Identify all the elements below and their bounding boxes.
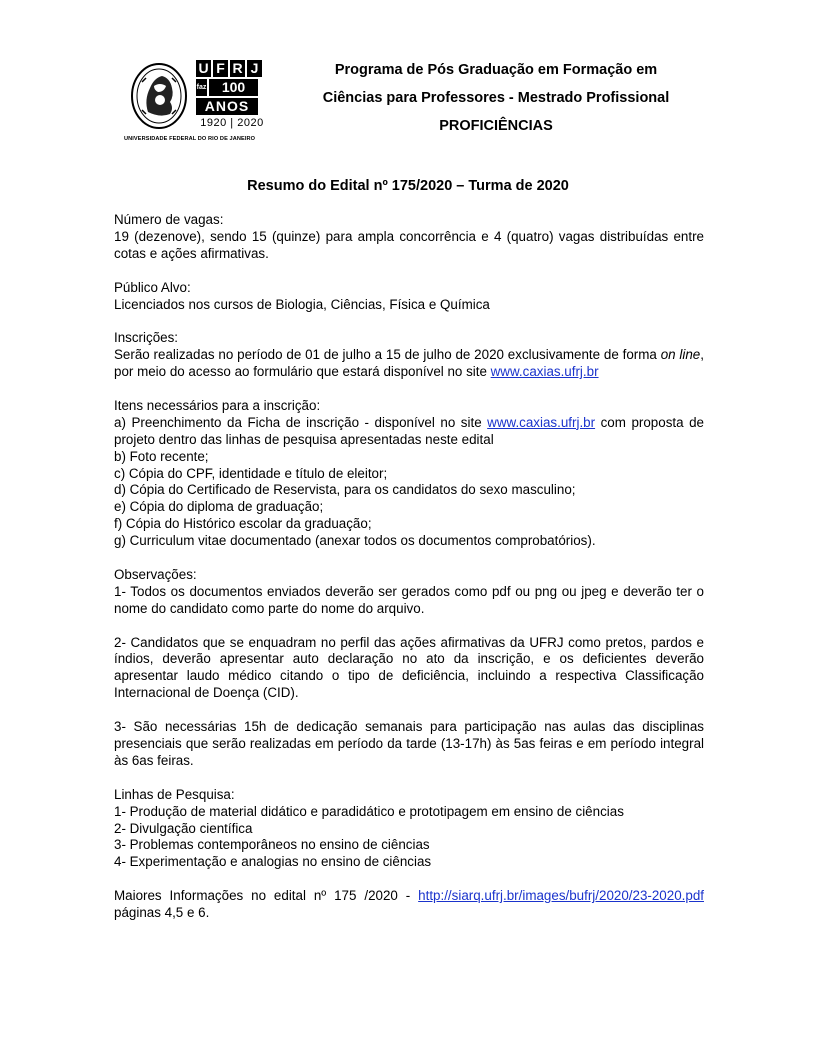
maiores-after: páginas 4,5 e 6. — [114, 905, 210, 921]
observacao-1: 1- Todos os documentos enviados deverão ser gerados como pdf ou png ou jpeg e deverão ter o nome do candidato como parte do nome do arquivo. — [114, 583, 704, 616]
itens-a-before: a) Preenchimento da Ficha de inscrição - disponível no site — [114, 414, 488, 430]
caxias-link[interactable]: www.caxias.ufrj.br — [490, 364, 599, 380]
itens-list-item: f) Cópia do Histórico escolar da graduação; — [114, 516, 372, 532]
vagas-text: 19 (dezenove), sendo 15 (quinze) para ampla concorrência e 4 (quatro) vagas distribuídas entre cotas e ações afirmativas. — [114, 228, 704, 261]
logo-letter: R — [230, 60, 245, 77]
itens-list-item: e) Cópia do diploma de graduação; — [114, 499, 324, 515]
inscricoes-heading: Inscrições: — [114, 330, 178, 346]
title-line-3: PROFICIÊNCIAS — [439, 118, 553, 134]
itens-a-after: com proposta de projeto dentro das linhas de pesquisa apresentadas neste edital — [114, 414, 704, 447]
maiores-informacoes — [114, 888, 704, 922]
itens-list-item: g) Curriculum vitae documentado (anexar todos os documentos comprobatórios). — [114, 533, 596, 549]
itens-a — [114, 415, 704, 449]
logo-letter: F — [213, 60, 228, 77]
resumo-title: Resumo do Edital nº 175/2020 – Turma de 2020 — [247, 178, 569, 194]
logo-anos: ANOS — [196, 98, 258, 115]
itens-list-item: c) Cópia do CPF, identidade e título de eleitor; — [114, 465, 388, 481]
logo-university-name: UNIVERSIDADE FEDERAL DO RIO DE JANEIRO — [124, 136, 256, 142]
logo-faz: faz — [196, 79, 207, 96]
title-line-2: Ciências para Professores - Mestrado Profissional — [322, 90, 670, 106]
logo-years: 1920 | 2020 — [200, 117, 264, 129]
linhas-list-item: 1- Produção de material didático e paradidático e prototipagem em ensino de ciências — [114, 803, 624, 819]
itens-heading: Itens necessários para a inscrição: — [114, 397, 321, 413]
program-title — [296, 56, 696, 140]
publico-heading: Público Alvo: — [114, 279, 191, 295]
linhas-heading: Linhas de Pesquisa: — [114, 786, 235, 802]
inscricoes-text-after: , por meio do acesso ao formulário que estará disponível no site — [114, 347, 704, 380]
inscricoes-text — [114, 347, 704, 381]
maiores-before: Maiores Informações no edital nº 175 /2020 - — [114, 888, 419, 904]
itens-list-item: b) Foto recente; — [114, 448, 209, 464]
observacoes-heading: Observações: — [114, 566, 197, 582]
linhas-list-item: 3- Problemas contemporâneos no ensino de ciências — [114, 837, 430, 853]
edital-pdf-link[interactable]: http://siarq.ufrj.br/images/bufrj/2020/23-2020.pdf — [418, 888, 704, 904]
linhas-list-item: 4- Experimentação e analogias no ensino de ciências — [114, 854, 432, 870]
publico-text: Licenciados nos cursos de Biologia, Ciências, Física e Química — [114, 296, 490, 312]
itens-list-item: d) Cópia do Certificado de Reservista, para os candidatos do sexo masculino; — [114, 482, 576, 498]
logo-100: 100 — [209, 79, 258, 96]
inscricoes-text-italic: on line — [660, 347, 701, 363]
ufrj-logo — [124, 60, 284, 148]
logo-letter: U — [196, 60, 211, 77]
ufrj-seal-icon — [130, 62, 188, 130]
vagas-heading: Número de vagas: — [114, 212, 224, 227]
observacao-3: 3- São necessárias 15h de dedicação semanais para participação nas aulas das disciplinas presenciais que serão realizadas em período da tarde (13-17h) às 5as feiras e em período integral às 6as feiras. — [114, 719, 704, 768]
caxias-link[interactable]: www.caxias.ufrj.br — [487, 414, 596, 430]
ufrj-100-mark — [196, 60, 266, 117]
inscricoes-text-before: Serão realizadas no período de 01 de julho a 15 de julho de 2020 exclusivamente de forma — [114, 347, 661, 363]
logo-letter: J — [247, 60, 262, 77]
title-line-1: Programa de Pós Graduação em Formação em — [334, 62, 658, 78]
linhas-list-item: 2- Divulgação científica — [114, 820, 253, 836]
document-body — [114, 212, 704, 922]
observacao-2: 2- Candidatos que se enquadram no perfil das ações afirmativas da UFRJ como pretos, pardos e índios, deverão apresentar auto declaração no ato da inscrição, e os deficientes deverão apresentar laudo médico citando o tipo de deficiência, incluindo a respectiva Classificação Internacional de Doença (CID). — [114, 634, 704, 701]
